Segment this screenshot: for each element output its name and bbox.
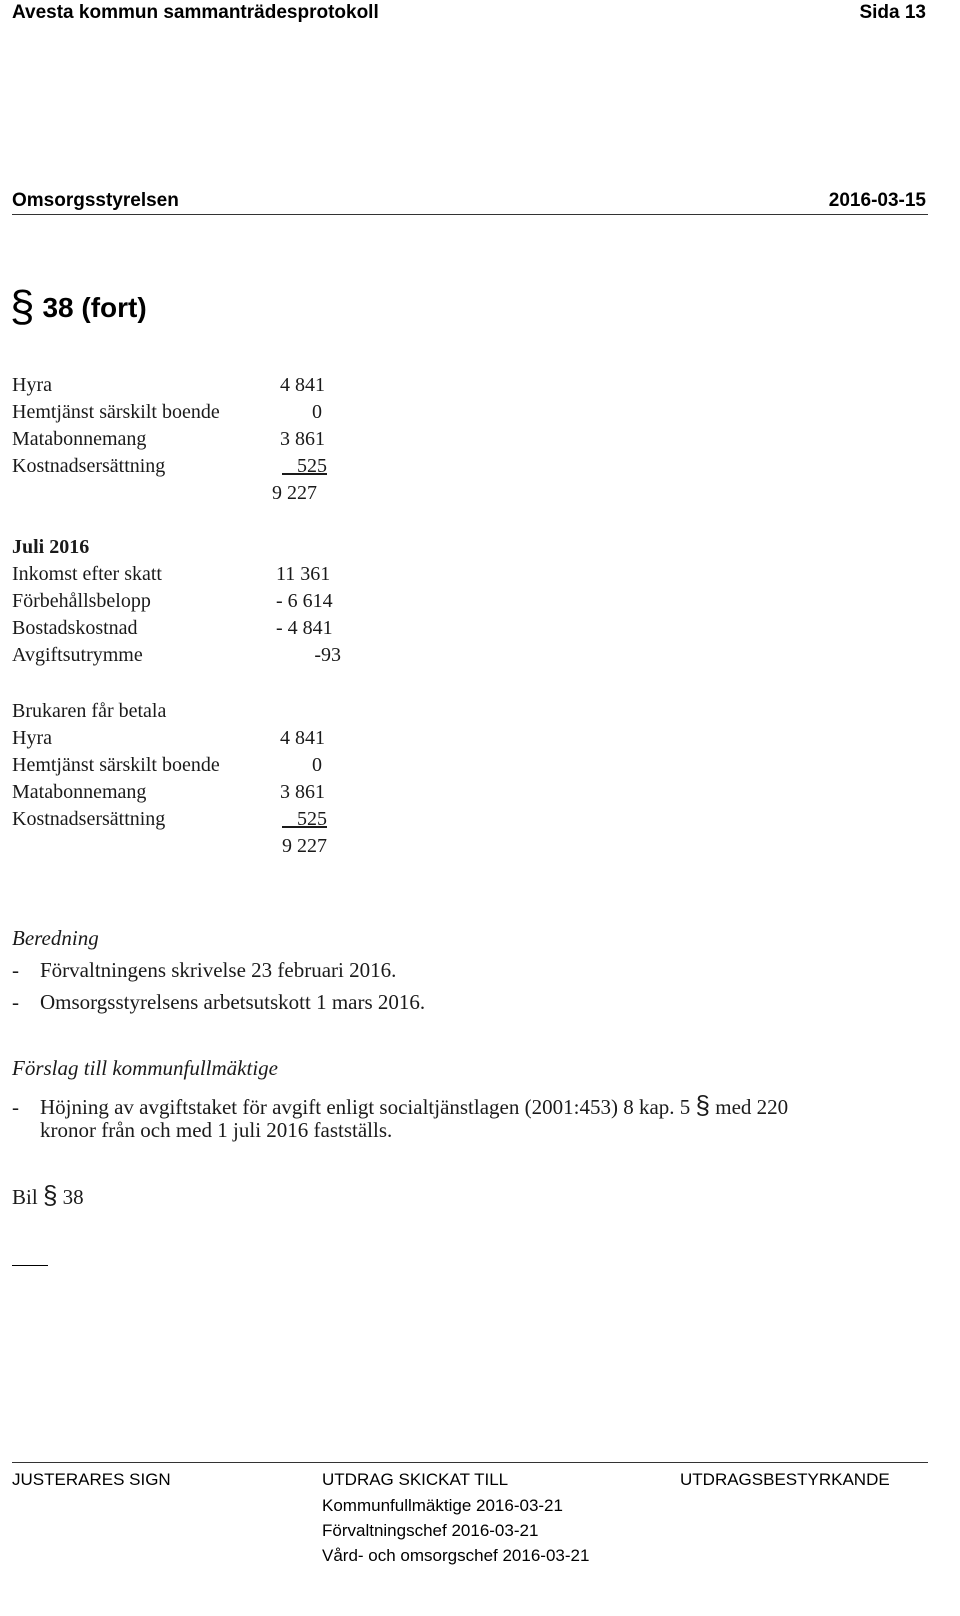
block-total: 9 227 <box>282 835 327 857</box>
document-title: Avesta kommun sammanträdesprotokoll <box>12 2 379 23</box>
row-label: Förbehållsbelopp <box>12 590 151 612</box>
row-value: 3 861 <box>280 781 325 803</box>
footer-utdrag: UTDRAG SKICKAT TILL <box>322 1470 509 1489</box>
header-divider <box>12 214 928 215</box>
row-value: -93 <box>314 644 341 666</box>
row-value: 4 841 <box>280 374 325 396</box>
row-value: - 4 841 <box>276 617 333 639</box>
footer-recipient: Kommunfullmäktige 2016-03-21 <box>322 1496 563 1515</box>
forslag-heading: Förslag till kommunfullmäktige <box>12 1056 278 1080</box>
forslag-continuation: kronor från och med 1 juli 2016 fastställs. <box>40 1118 393 1142</box>
row-label: Hyra <box>12 727 52 749</box>
row-label: Avgiftsutrymme <box>12 644 143 666</box>
section-heading-text: 38 (fort) <box>42 292 147 323</box>
row-value: 3 861 <box>280 428 325 450</box>
row-label: Kostnadsersättning <box>12 808 166 830</box>
row-value: - 6 614 <box>276 590 333 612</box>
attachment-reference: Bil § 38 <box>12 1180 84 1210</box>
beredning-item: - Förvaltningens skrivelse 23 februari 2016. <box>12 958 397 982</box>
row-value: 0 <box>312 754 322 776</box>
end-marker-line <box>12 1265 48 1266</box>
footer-bestyrkande: UTDRAGSBESTYRKANDE <box>680 1470 890 1489</box>
row-label: Kostnadsersättning <box>12 455 166 477</box>
row-value: 11 361 <box>276 563 331 585</box>
footer-recipient: Förvaltningschef 2016-03-21 <box>322 1521 539 1540</box>
section-heading <box>10 278 147 331</box>
row-label: Matabonnemang <box>12 428 147 450</box>
row-label: Matabonnemang <box>12 781 147 803</box>
section-sign: § <box>10 282 35 331</box>
forslag-item: - Höjning av avgiftstaket för avgift enligt socialtjänstlagen (2001:453) 8 kap. 5 § med 220 <box>12 1090 789 1120</box>
row-label: Inkomst efter skatt <box>12 563 162 585</box>
row-value: 525 <box>297 455 327 477</box>
forslag-text-end: med 220 <box>715 1095 789 1119</box>
row-value: 525 <box>297 808 327 830</box>
forslag-text: Höjning av avgiftstaket för avgift enligt socialtjänstlagen (2001:453) 8 kap. 5 <box>40 1095 691 1119</box>
row-value: 4 841 <box>280 727 325 749</box>
footer-recipient: Vård- och omsorgschef 2016-03-21 <box>322 1546 590 1565</box>
footer-justerares: JUSTERARES SIGN <box>12 1470 171 1489</box>
page-number: Sida 13 <box>859 2 926 23</box>
meeting-date: 2016-03-15 <box>828 190 926 211</box>
block-heading: Juli 2016 <box>12 536 90 558</box>
footer-divider <box>12 1462 928 1463</box>
row-label: Bostadskostnad <box>12 617 138 639</box>
block-heading: Brukaren får betala <box>12 700 167 722</box>
block-total: 9 227 <box>272 482 317 504</box>
row-value: 0 <box>312 401 322 423</box>
board-name: Omsorgsstyrelsen <box>12 190 179 211</box>
row-label: Hemtjänst särskilt boende <box>12 401 220 423</box>
row-label: Hyra <box>12 374 52 396</box>
beredning-heading: Beredning <box>12 926 99 950</box>
row-label: Hemtjänst särskilt boende <box>12 754 220 776</box>
beredning-item: - Omsorgsstyrelsens arbetsutskott 1 mars 2016. <box>12 990 426 1014</box>
section-sign: § <box>695 1090 710 1120</box>
